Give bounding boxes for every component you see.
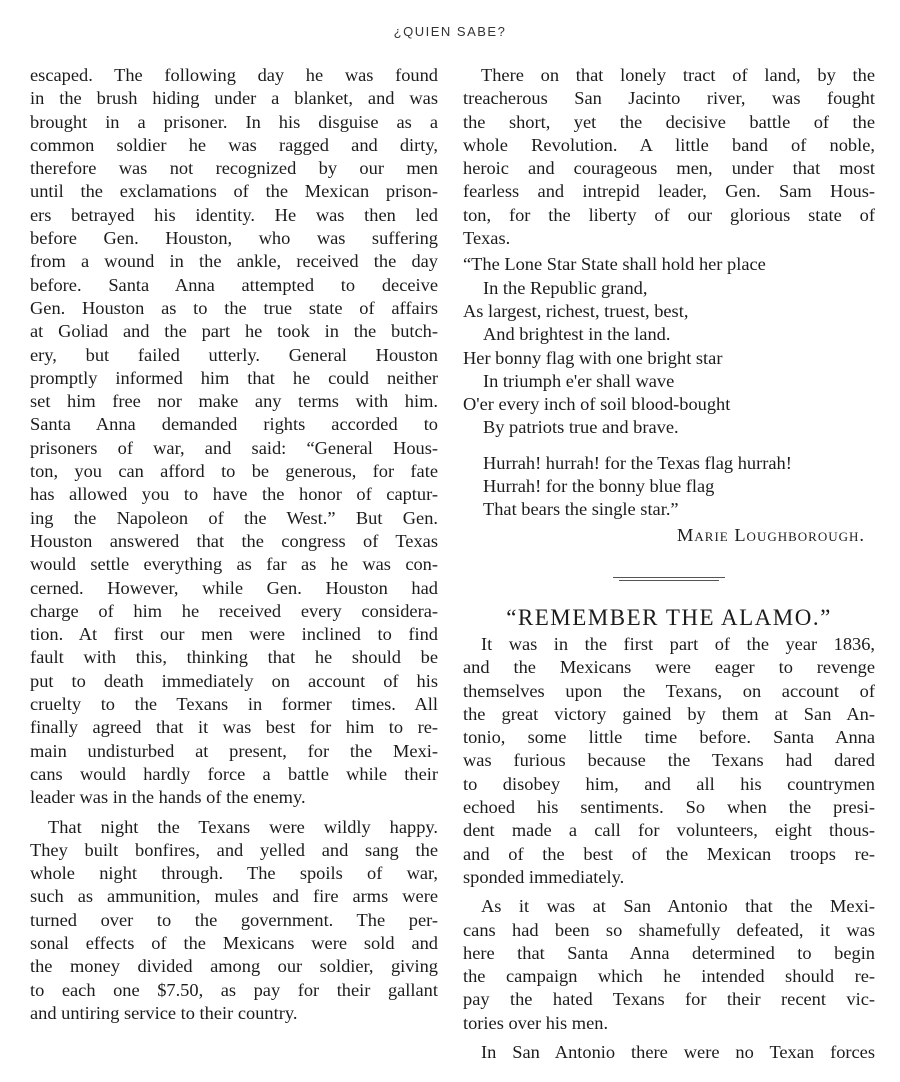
paragraph-alamo-campaign: [463, 895, 875, 1035]
text-line: prisoners of war, and said: “General Hous-: [30, 437, 438, 458]
text-line: They built bonfires, and yelled and sang the: [30, 839, 438, 860]
text-line: sponded immediately.: [463, 866, 625, 887]
text-line: Texas.: [463, 228, 511, 249]
text-line: In San Antonio there were no Texan forces: [481, 1041, 875, 1062]
text-line: the great victory gained by them at San An-: [463, 703, 875, 724]
text-line: sonal effects of the Mexicans were sold and: [30, 932, 438, 953]
text-line: therefore was not recognized by our men: [30, 158, 438, 179]
text-line: such as ammunition, mules and fire arms were: [30, 886, 438, 907]
text-line: would settle everything as far as he was con-: [30, 554, 438, 575]
poem-line: In triumph e'er shall wave: [483, 370, 675, 391]
right-column: [463, 64, 875, 1064]
text-line: ing the Napoleon of the West.” But Gen.: [30, 507, 438, 528]
paragraph-capture-of-santa-anna: [30, 64, 438, 810]
text-line: the money divided among our soldier, giving: [30, 956, 438, 977]
poem-line: By patriots true and brave.: [483, 417, 679, 438]
poem-line: O'er every inch of soil blood-bought: [463, 394, 731, 415]
text-line: themselves upon the Texans, on account of: [463, 680, 875, 701]
text-line: heroic and courageous men, under that most: [463, 158, 875, 179]
left-column: [30, 64, 438, 1025]
text-line: before. Santa Anna attempted to deceive: [30, 274, 438, 295]
text-line: treacherous San Jacinto river, was fought: [463, 88, 875, 109]
text-line: ers betrayed his identity. He was then led: [30, 204, 438, 225]
text-line: cans would hardly force a battle while their: [30, 763, 438, 784]
text-line: As it was at San Antonio that the Mexi-: [481, 896, 875, 917]
poem-line: Hurrah! hurrah! for the Texas flag hurrah!: [483, 452, 792, 473]
text-line: charge of him he received every considera-: [30, 600, 438, 621]
text-line: common soldier he was ragged and dirty,: [30, 134, 438, 155]
text-line: brought in a prisoner. In his disguise as a: [30, 111, 438, 132]
text-line: echoed his sentiments. So when the presi-: [463, 797, 875, 818]
text-line: until the exclamations of the Mexican prison-: [30, 181, 438, 202]
text-line: the short, yet the decisive battle of the: [463, 111, 875, 132]
text-line: escaped. The following day he was found: [30, 65, 438, 85]
poem-line: Her bonny flag with one bright star: [463, 347, 723, 368]
paragraph-alamo-forces: [463, 1041, 875, 1064]
text-line: tion. At first our men were inclined to find: [30, 624, 438, 645]
text-line: main undisturbed at present, for the Mexi-: [30, 740, 438, 761]
paragraph-celebration: [30, 816, 438, 1026]
paragraph-san-jacinto: [463, 64, 875, 250]
running-head: ¿QUIEN SABE?: [393, 24, 507, 39]
text-line: and of the best of the Mexican troops re-: [463, 843, 875, 864]
text-line: tonio, some little time before. Santa Anna: [463, 727, 875, 748]
text-line: and untiring service to their country.: [30, 1002, 298, 1023]
poem-chorus: [463, 452, 875, 522]
section-heading: “REMEMBER THE ALAMO.”: [506, 604, 832, 630]
text-line: leader was in the hands of the enemy.: [30, 787, 306, 808]
text-line: Gen. Houston as to the true state of affairs: [30, 297, 438, 318]
text-line: tories over his men.: [463, 1012, 609, 1033]
text-line: whole Revolution. A little band of noble,: [463, 134, 875, 155]
text-line: in the brush hiding under a blanket, and was: [30, 88, 438, 109]
text-line: cerned. However, while Gen. Houston had: [30, 577, 438, 598]
poem-line: “The Lone Star State shall hold her place: [463, 254, 766, 275]
text-line: has allowed you to have the honor of captur-: [30, 484, 438, 505]
poem-line: As largest, richest, truest, best,: [463, 300, 689, 321]
text-line: That night the Texans were wildly happy.: [48, 816, 438, 837]
poem-line: In the Republic grand,: [483, 277, 648, 298]
poem-line: Hurrah! for the bonny blue flag: [483, 476, 715, 497]
text-line: at Goliad and the part he took in the butch-: [30, 321, 438, 342]
poem-line: And brightest in the land.: [483, 324, 671, 345]
text-line: There on that lonely tract of land, by the: [481, 65, 875, 85]
text-line: to disobey him, and all his countrymen: [463, 773, 875, 794]
section-divider: [613, 577, 725, 583]
poem-signature: Marie Loughborough.: [677, 524, 865, 545]
text-line: before Gen. Houston, who was suffering: [30, 228, 438, 249]
paragraph-alamo-intro: [463, 633, 875, 889]
text-line: the campaign which he intended should re-: [463, 966, 875, 987]
text-line: ton, you can afford to be generous, for fate: [30, 461, 438, 482]
text-line: put to death immediately on account of his: [30, 670, 438, 691]
text-line: whole night through. The spoils of war,: [30, 863, 438, 884]
text-line: dent made a call for volunteers, eight thous-: [463, 820, 875, 841]
text-line: from a wound in the ankle, received the day: [30, 251, 438, 272]
text-line: finally agreed that it was best for him to re-: [30, 717, 438, 738]
text-line: pay the hated Texans for their recent vic-: [463, 989, 875, 1010]
text-line: fault with this, thinking that he should be: [30, 647, 438, 668]
text-line: and the Mexicans were eager to revenge: [463, 657, 875, 678]
text-line: to each one $7.50, as pay for their gallant: [30, 979, 438, 1000]
text-line: ton, for the liberty of our glorious state of: [463, 204, 875, 225]
text-line: set him free nor make any terms with him.: [30, 391, 438, 412]
text-line: was furious because the Texans had dared: [463, 750, 875, 771]
poem-line: That bears the single star.”: [483, 499, 679, 520]
text-line: Santa Anna demanded rights accorded to: [30, 414, 438, 435]
text-line: promptly informed him that he could neither: [30, 367, 438, 388]
text-line: cruelty to the Texans in former times. All: [30, 694, 438, 715]
poem: [463, 253, 875, 439]
text-line: cans had been so shamefully defeated, it was: [463, 919, 875, 940]
text-line: turned over to the government. The per-: [30, 909, 438, 930]
text-line: Houston answered that the congress of Texas: [30, 530, 438, 551]
text-line: here that Santa Anna determined to begin: [463, 942, 875, 963]
text-line: It was in the first part of the year 1836,: [481, 633, 875, 654]
text-line: fearless and intrepid leader, Gen. Sam Hous-: [463, 181, 875, 202]
text-line: ery, but failed utterly. General Houston: [30, 344, 438, 365]
